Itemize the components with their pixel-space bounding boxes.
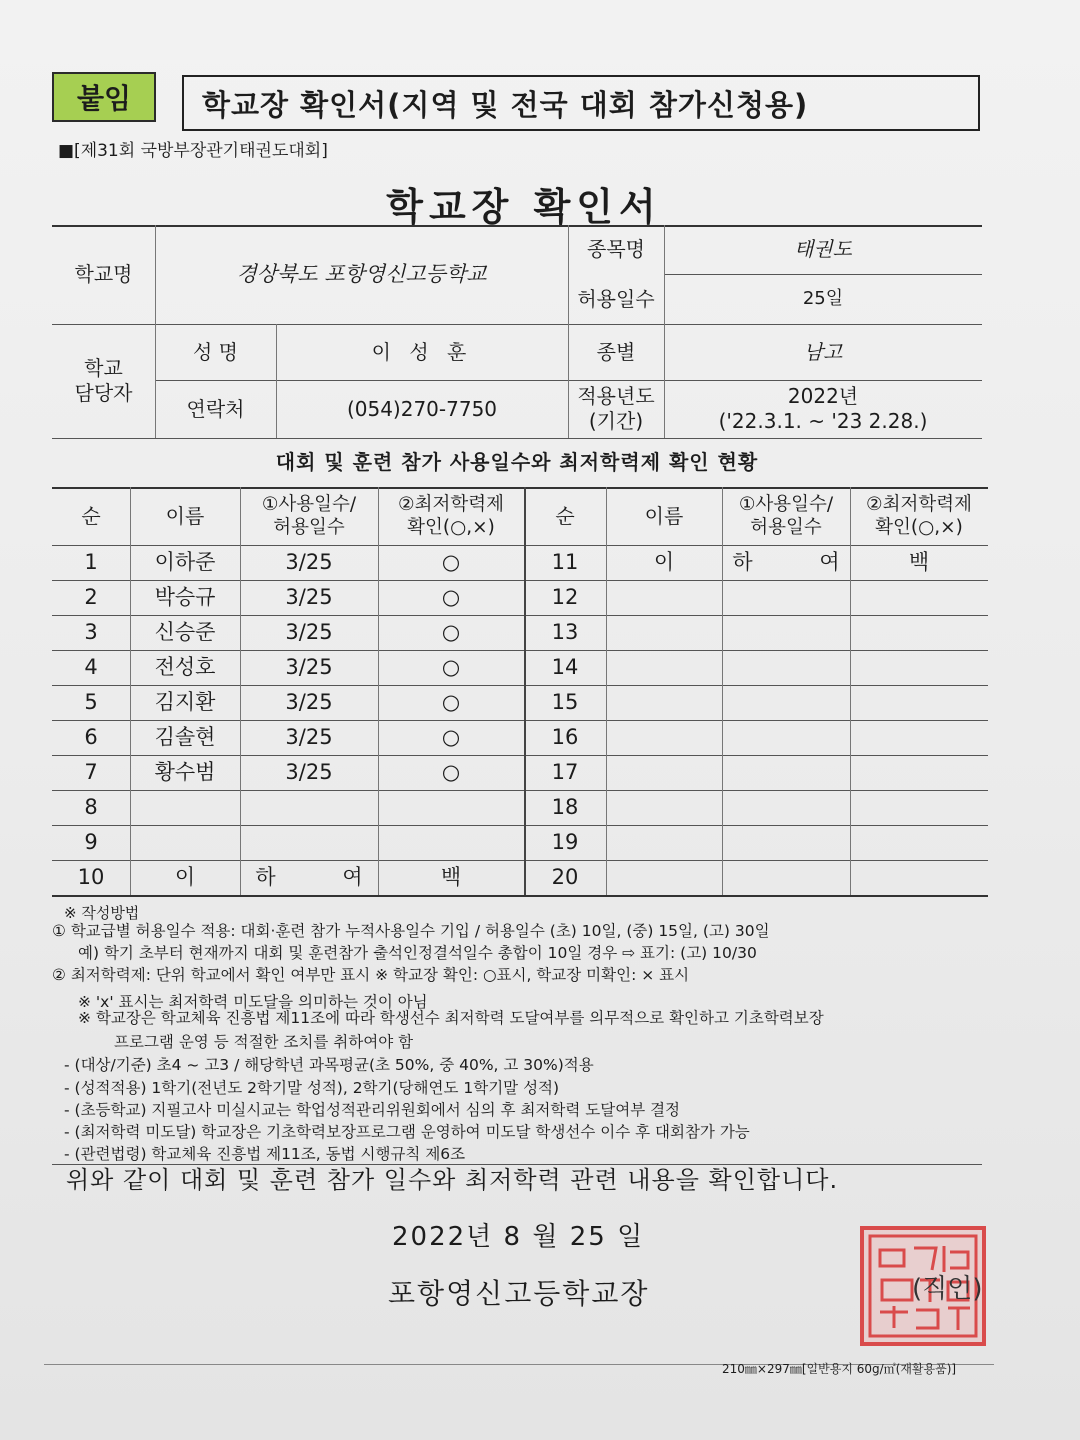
sport-value: 태권도 bbox=[794, 237, 852, 261]
left-row-4-no: 4 bbox=[84, 655, 98, 680]
right-row-10-days bbox=[722, 860, 850, 895]
confirm-statement: 위와 같이 대회 및 훈련 참가 일수와 최저학력 관련 내용을 확인합니다. bbox=[66, 1166, 839, 1194]
left-row-6-name: 김솔현 bbox=[154, 725, 216, 750]
paper-size-note: 210㎜×297㎜[일반용지 60g/㎡(재활용품)] bbox=[722, 1362, 957, 1376]
left-row-3-name: 신승준 bbox=[154, 620, 216, 645]
attachment-tag: 붙임 bbox=[52, 72, 156, 122]
usage-table-title: 대회 및 훈련 참가 사용일수와 최저학력제 확인 현황 bbox=[275, 449, 759, 474]
note-7: - (대상/기준) 초4 ~ 고3 / 해당학년 과목평균(초 50%, 중 40%, 고 30%)적용 bbox=[64, 1056, 594, 1074]
name-value: 이 성 훈 bbox=[371, 339, 473, 364]
right-row-10-name bbox=[606, 860, 722, 895]
left-row-1-check: ○ bbox=[441, 550, 461, 575]
left-row-2-name: 박승규 bbox=[154, 585, 216, 610]
name-label: 성 명 bbox=[193, 339, 238, 364]
left-row-8-days bbox=[240, 790, 378, 825]
left-row-10-name: 이 bbox=[174, 865, 196, 890]
right-row-8-name bbox=[606, 790, 722, 825]
left-row-7-check: ○ bbox=[441, 760, 461, 785]
header-no-right: 순 bbox=[555, 503, 575, 528]
left-row-7-name: 황수범 bbox=[154, 760, 216, 785]
left-row-7-no: 7 bbox=[84, 760, 98, 785]
manager-label: 학교 담당자 bbox=[74, 356, 133, 405]
right-row-2-check bbox=[850, 580, 988, 615]
gender-label: 종별 bbox=[596, 339, 636, 364]
note-11: - (관련법령) 학교체육 진흥법 제11조, 동법 시행규칙 제6조 bbox=[64, 1145, 466, 1163]
left-row-1-name: 이하준 bbox=[154, 550, 216, 575]
right-row-5-name bbox=[606, 685, 722, 720]
right-row-8-days bbox=[722, 790, 850, 825]
header-check-right: ②최저학력제 확인(○,×) bbox=[866, 493, 972, 538]
left-row-1-no: 1 bbox=[84, 550, 98, 575]
left-row-5-name: 김지환 bbox=[154, 690, 216, 715]
right-row-4-name bbox=[606, 650, 722, 685]
right-row-5-days bbox=[722, 685, 850, 720]
left-row-10-no: 10 bbox=[77, 865, 105, 890]
right-row-5-check bbox=[850, 685, 988, 720]
gender-value: 남고 bbox=[803, 339, 843, 364]
right-row-1-no: 11 bbox=[551, 550, 579, 575]
right-row-4-days bbox=[722, 650, 850, 685]
note-10: - (최저학력 미도달) 학교장은 기초학력보장프로그램 운영하여 미도달 학생선수 이수 후 대회참가 가능 bbox=[64, 1123, 750, 1141]
left-row-2-days: 3/25 bbox=[285, 585, 333, 610]
year-period: ('22.3.1. ~ '23 2.28.) bbox=[718, 409, 928, 433]
header-no-left: 순 bbox=[81, 503, 101, 528]
left-row-4-name: 전성호 bbox=[154, 655, 216, 680]
note-4: ※ 'x' 표시는 최저학력 미도달을 의미하는 것이 아님 bbox=[78, 993, 428, 1011]
right-row-10-check bbox=[850, 860, 988, 895]
right-row-4-no: 14 bbox=[551, 655, 579, 680]
note-5: ※ 학교장은 학교체육 진흥법 제11조에 따라 학생선수 최저학력 도달여부를 의무적으로 확인하고 기초학력보장 bbox=[78, 1009, 824, 1027]
right-row-6-name bbox=[606, 720, 722, 755]
note-8: - (성적적용) 1학기(전년도 2학기말 성적), 2학기(당해연도 1학기말 성적) bbox=[64, 1079, 560, 1097]
right-row-7-check bbox=[850, 755, 988, 790]
note-9: - (초등학교) 지필고사 미실시교는 학업성적관리위원회에서 심의 후 최저학력 도달여부 결정 bbox=[64, 1101, 681, 1119]
left-row-7-days: 3/25 bbox=[285, 760, 333, 785]
left-row-8-name bbox=[130, 790, 240, 825]
left-row-3-days: 3/25 bbox=[285, 620, 333, 645]
right-row-4-check bbox=[850, 650, 988, 685]
right-row-7-name bbox=[606, 755, 722, 790]
left-row-9-name bbox=[130, 825, 240, 860]
left-row-4-days: 3/25 bbox=[285, 655, 333, 680]
contact-label: 연락처 bbox=[186, 396, 245, 421]
form-title: 학교장 확인서(지역 및 전국 대회 참가신청용) bbox=[182, 75, 980, 131]
left-row-9-check bbox=[378, 825, 524, 860]
school-name-label: 학교명 bbox=[74, 262, 133, 286]
school-name-value: 경상북도 포항영신고등학교 bbox=[236, 262, 487, 287]
note-3: ② 최저학력제: 단위 학교에서 확인 여부만 표시 ※ 학교장 확인: ○표시, 학교장 미확인: × 표시 bbox=[52, 966, 690, 984]
header-check-left: ②최저학력제 확인(○,×) bbox=[398, 493, 504, 538]
note-2: 예) 학기 초부터 현재까지 대회 및 훈련참가 출석인정결석일수 총합이 10일 경우 ⇨ 표기: (고) 10/30 bbox=[78, 944, 757, 962]
right-row-5-no: 15 bbox=[551, 690, 579, 715]
left-row-9-days bbox=[240, 825, 378, 860]
right-row-2-name bbox=[606, 580, 722, 615]
doc-title: 학교장 확인서 bbox=[386, 185, 662, 229]
allowed-days-value: 25일 bbox=[802, 287, 844, 309]
left-row-9-no: 9 bbox=[84, 830, 98, 855]
left-row-3-check: ○ bbox=[441, 620, 461, 645]
right-row-9-name bbox=[606, 825, 722, 860]
left-row-5-check: ○ bbox=[441, 690, 461, 715]
left-row-1-days: 3/25 bbox=[285, 550, 333, 575]
right-row-1-days: 하 여 bbox=[732, 550, 840, 575]
left-row-4-check: ○ bbox=[441, 655, 461, 680]
allowed-days-label: 허용일수 bbox=[577, 286, 655, 311]
right-row-8-check bbox=[850, 790, 988, 825]
left-row-8-no: 8 bbox=[84, 795, 98, 820]
right-row-2-days bbox=[722, 580, 850, 615]
right-row-7-no: 17 bbox=[551, 760, 579, 785]
right-row-9-no: 19 bbox=[551, 830, 579, 855]
right-row-10-no: 20 bbox=[551, 865, 579, 890]
event-name: ■[제31회 국방부장관기태권도대회] bbox=[58, 141, 328, 161]
right-row-7-days bbox=[722, 755, 850, 790]
left-row-3-no: 3 bbox=[84, 620, 98, 645]
note-1: ① 학교급별 허용일수 적용: 대회·훈련 참가 누적사용일수 기입 / 허용일수 (초) 10일, (중) 15일, (고) 30일 bbox=[52, 922, 770, 940]
header-days-right: ①사용일수/ 허용일수 bbox=[738, 493, 834, 538]
right-row-3-check bbox=[850, 615, 988, 650]
right-row-1-name: 이 bbox=[653, 550, 675, 575]
right-row-3-name bbox=[606, 615, 722, 650]
left-row-10-check: 백 bbox=[440, 865, 462, 890]
year-label: 적용년도 (기간) bbox=[577, 384, 655, 433]
right-row-6-check bbox=[850, 720, 988, 755]
right-row-1-check: 백 bbox=[908, 550, 930, 575]
right-row-9-days bbox=[722, 825, 850, 860]
right-row-3-days bbox=[722, 615, 850, 650]
note-6: 프로그램 운영 등 적절한 조치를 취하여야 함 bbox=[114, 1033, 414, 1051]
left-row-6-check: ○ bbox=[441, 725, 461, 750]
header-days-left: ①사용일수/ 허용일수 bbox=[261, 493, 357, 538]
left-row-6-no: 6 bbox=[84, 725, 98, 750]
sport-label: 종목명 bbox=[587, 237, 645, 261]
contact-value: (054)270-7750 bbox=[346, 396, 498, 421]
right-row-6-no: 16 bbox=[551, 725, 579, 750]
right-row-6-days bbox=[722, 720, 850, 755]
left-row-8-check bbox=[378, 790, 524, 825]
right-row-9-check bbox=[850, 825, 988, 860]
left-row-2-no: 2 bbox=[84, 585, 98, 610]
principal-name: 포항영신고등학교장 bbox=[388, 1277, 650, 1310]
confirm-date: 2022년 8 월 25 일 bbox=[392, 1222, 645, 1252]
left-row-6-days: 3/25 bbox=[285, 725, 333, 750]
year-value: 2022년 bbox=[787, 384, 859, 408]
left-row-5-days: 3/25 bbox=[285, 690, 333, 715]
note-heading: ※ 작성방법 bbox=[64, 904, 140, 922]
right-row-8-no: 18 bbox=[551, 795, 579, 820]
left-row-2-check: ○ bbox=[441, 585, 461, 610]
header-name-right: 이름 bbox=[644, 503, 684, 528]
right-row-2-no: 12 bbox=[551, 585, 579, 610]
header-name-left: 이름 bbox=[165, 503, 205, 528]
right-row-3-no: 13 bbox=[551, 620, 579, 645]
left-row-10-days: 하 여 bbox=[255, 865, 363, 890]
year-value-cell bbox=[664, 380, 982, 438]
left-row-5-no: 5 bbox=[84, 690, 98, 715]
seal-note: (직인) bbox=[912, 1274, 983, 1304]
